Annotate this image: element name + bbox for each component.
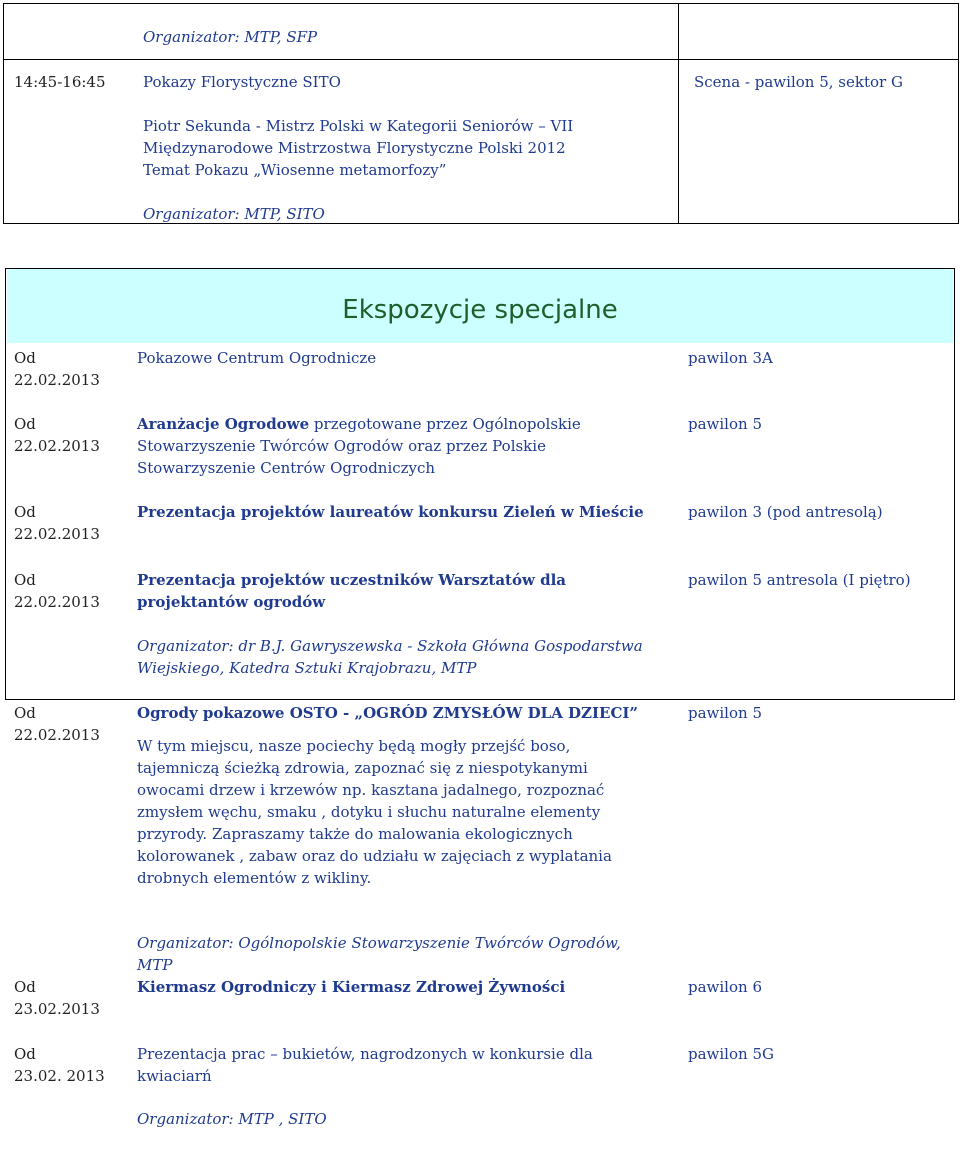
date-prefix: Od [14,1045,36,1063]
date: 23.02.2013 [14,1000,100,1018]
section-heading-band [7,269,953,343]
date: 22.02.2013 [14,593,100,611]
top-table-row-divider [3,59,958,60]
exhibit-title: projektantów ogrodów [137,593,326,611]
presentation-place: pawilon 5G [688,1045,774,1063]
exhibit-title-bold: Aranżacje Ogrodowe [137,415,310,433]
exhibit-title [137,413,581,435]
presentation-title: Prezentacja prac – bukietów, nagrodzonych w konkursie dla [137,1045,593,1063]
fair-title: Kiermasz Ogrodniczy i Kiermasz Zdrowej Żywności [137,978,566,996]
section-border-right [954,268,955,700]
event-desc-line: Piotr Sekunda - Mistrz Polski w Kategorii Seniorów – VII [143,117,574,135]
date: 22.02.2013 [14,437,100,455]
date-prefix: Od [14,503,36,521]
event-place: Scena - pawilon 5, sektor G [694,73,903,91]
date: 22.02.2013 [14,371,100,389]
fair-place: pawilon 6 [688,978,762,996]
exhibit-desc-line: Stowarzyszenie Centrów Ogrodniczych [137,459,436,477]
exhibit-title: Prezentacja projektów uczestników Warsztatów dla [137,571,567,589]
exhibit-title: Pokazowe Centrum Ogrodnicze [137,349,377,367]
top-table-col-divider [678,3,679,224]
event-desc-line: Międzynarodowe Mistrzostwa Florystyczne Polski 2012 [143,139,566,157]
event-organizer: Organizator: MTP, SITO [143,205,325,223]
date-prefix: Od [14,978,36,996]
top-table-border-right [958,3,959,224]
exhibit-place: pawilon 5 [688,704,762,722]
date: 23.02. 2013 [14,1067,105,1085]
exhibit-desc-line: Stowarzyszenie Twórców Ogrodów oraz przez Polskie [137,437,546,455]
exhibit-place: pawilon 3A [688,349,773,367]
exhibit-organizer: Wiejskiego, Katedra Sztuki Krajobrazu, MTP [137,659,477,677]
exhibit-desc-line: owocami drzew i krzewów np. kasztana jadalnego, rozpoznać [137,781,605,799]
bottom-organizer: MTP [137,956,173,974]
exhibit-desc-line: W tym miejscu, nasze pociechy będą mogły przejść boso, [137,737,571,755]
top-table-border-top [3,3,958,4]
date-prefix: Od [14,571,36,589]
exhibit-desc-line: tajemniczą ścieżką zdrowia, zapoznać się z niespotykanymi [137,759,588,777]
event-desc-line: Temat Pokazu „Wiosenne metamorfozy” [143,161,447,179]
event-time: 14:45-16:45 [14,73,106,91]
event-title: Pokazy Florystyczne SITO [143,73,341,91]
section-border-left [5,268,6,700]
date: 22.02.2013 [14,525,100,543]
exhibit-desc-line: przyrody. Zapraszamy także do malowania ekologicznych [137,825,573,843]
date-prefix: Od [14,415,36,433]
top-table-border-left [3,3,4,224]
section-heading: Ekspozycje specjalne [342,295,618,325]
section-row-divider [5,699,955,700]
exhibit-place: pawilon 5 [688,415,762,433]
organizer-1: Organizator: MTP, SFP [143,28,318,46]
exhibit-title: Ogrody pokazowe OSTO - „OGRÓD ZMYSŁÓW DLA DZIECI” [137,704,639,722]
exhibit-desc-line: kolorowanek , zabaw oraz do udziału w zajęciach z wyplatania [137,847,612,865]
exhibit-title-rest: przegotowane przez Ogólnopolskie [309,415,581,433]
final-organizer: Organizator: MTP , SITO [137,1110,327,1128]
presentation-title: kwiaciarń [137,1067,212,1085]
date-prefix: Od [14,704,36,722]
exhibit-place: pawilon 3 (pod antresolą) [688,503,883,521]
exhibit-organizer: Organizator: dr B.J. Gawryszewska - Szkoła Główna Gospodarstwa [137,637,643,655]
exhibit-place: pawilon 5 antresola (I piętro) [688,571,911,589]
exhibit-title: Prezentacja projektów laureatów konkursu Zieleń w Mieście [137,503,644,521]
bottom-organizer: Organizator: Ogólnopolskie Stowarzyszenie Twórców Ogrodów, [137,934,621,952]
exhibit-desc-line: zmysłem węchu, smaku , dotyku i słuchu naturalne elementy [137,803,601,821]
date: 22.02.2013 [14,726,100,744]
exhibit-desc-line: drobnych elementów z wikliny. [137,869,372,887]
date-prefix: Od [14,349,36,367]
